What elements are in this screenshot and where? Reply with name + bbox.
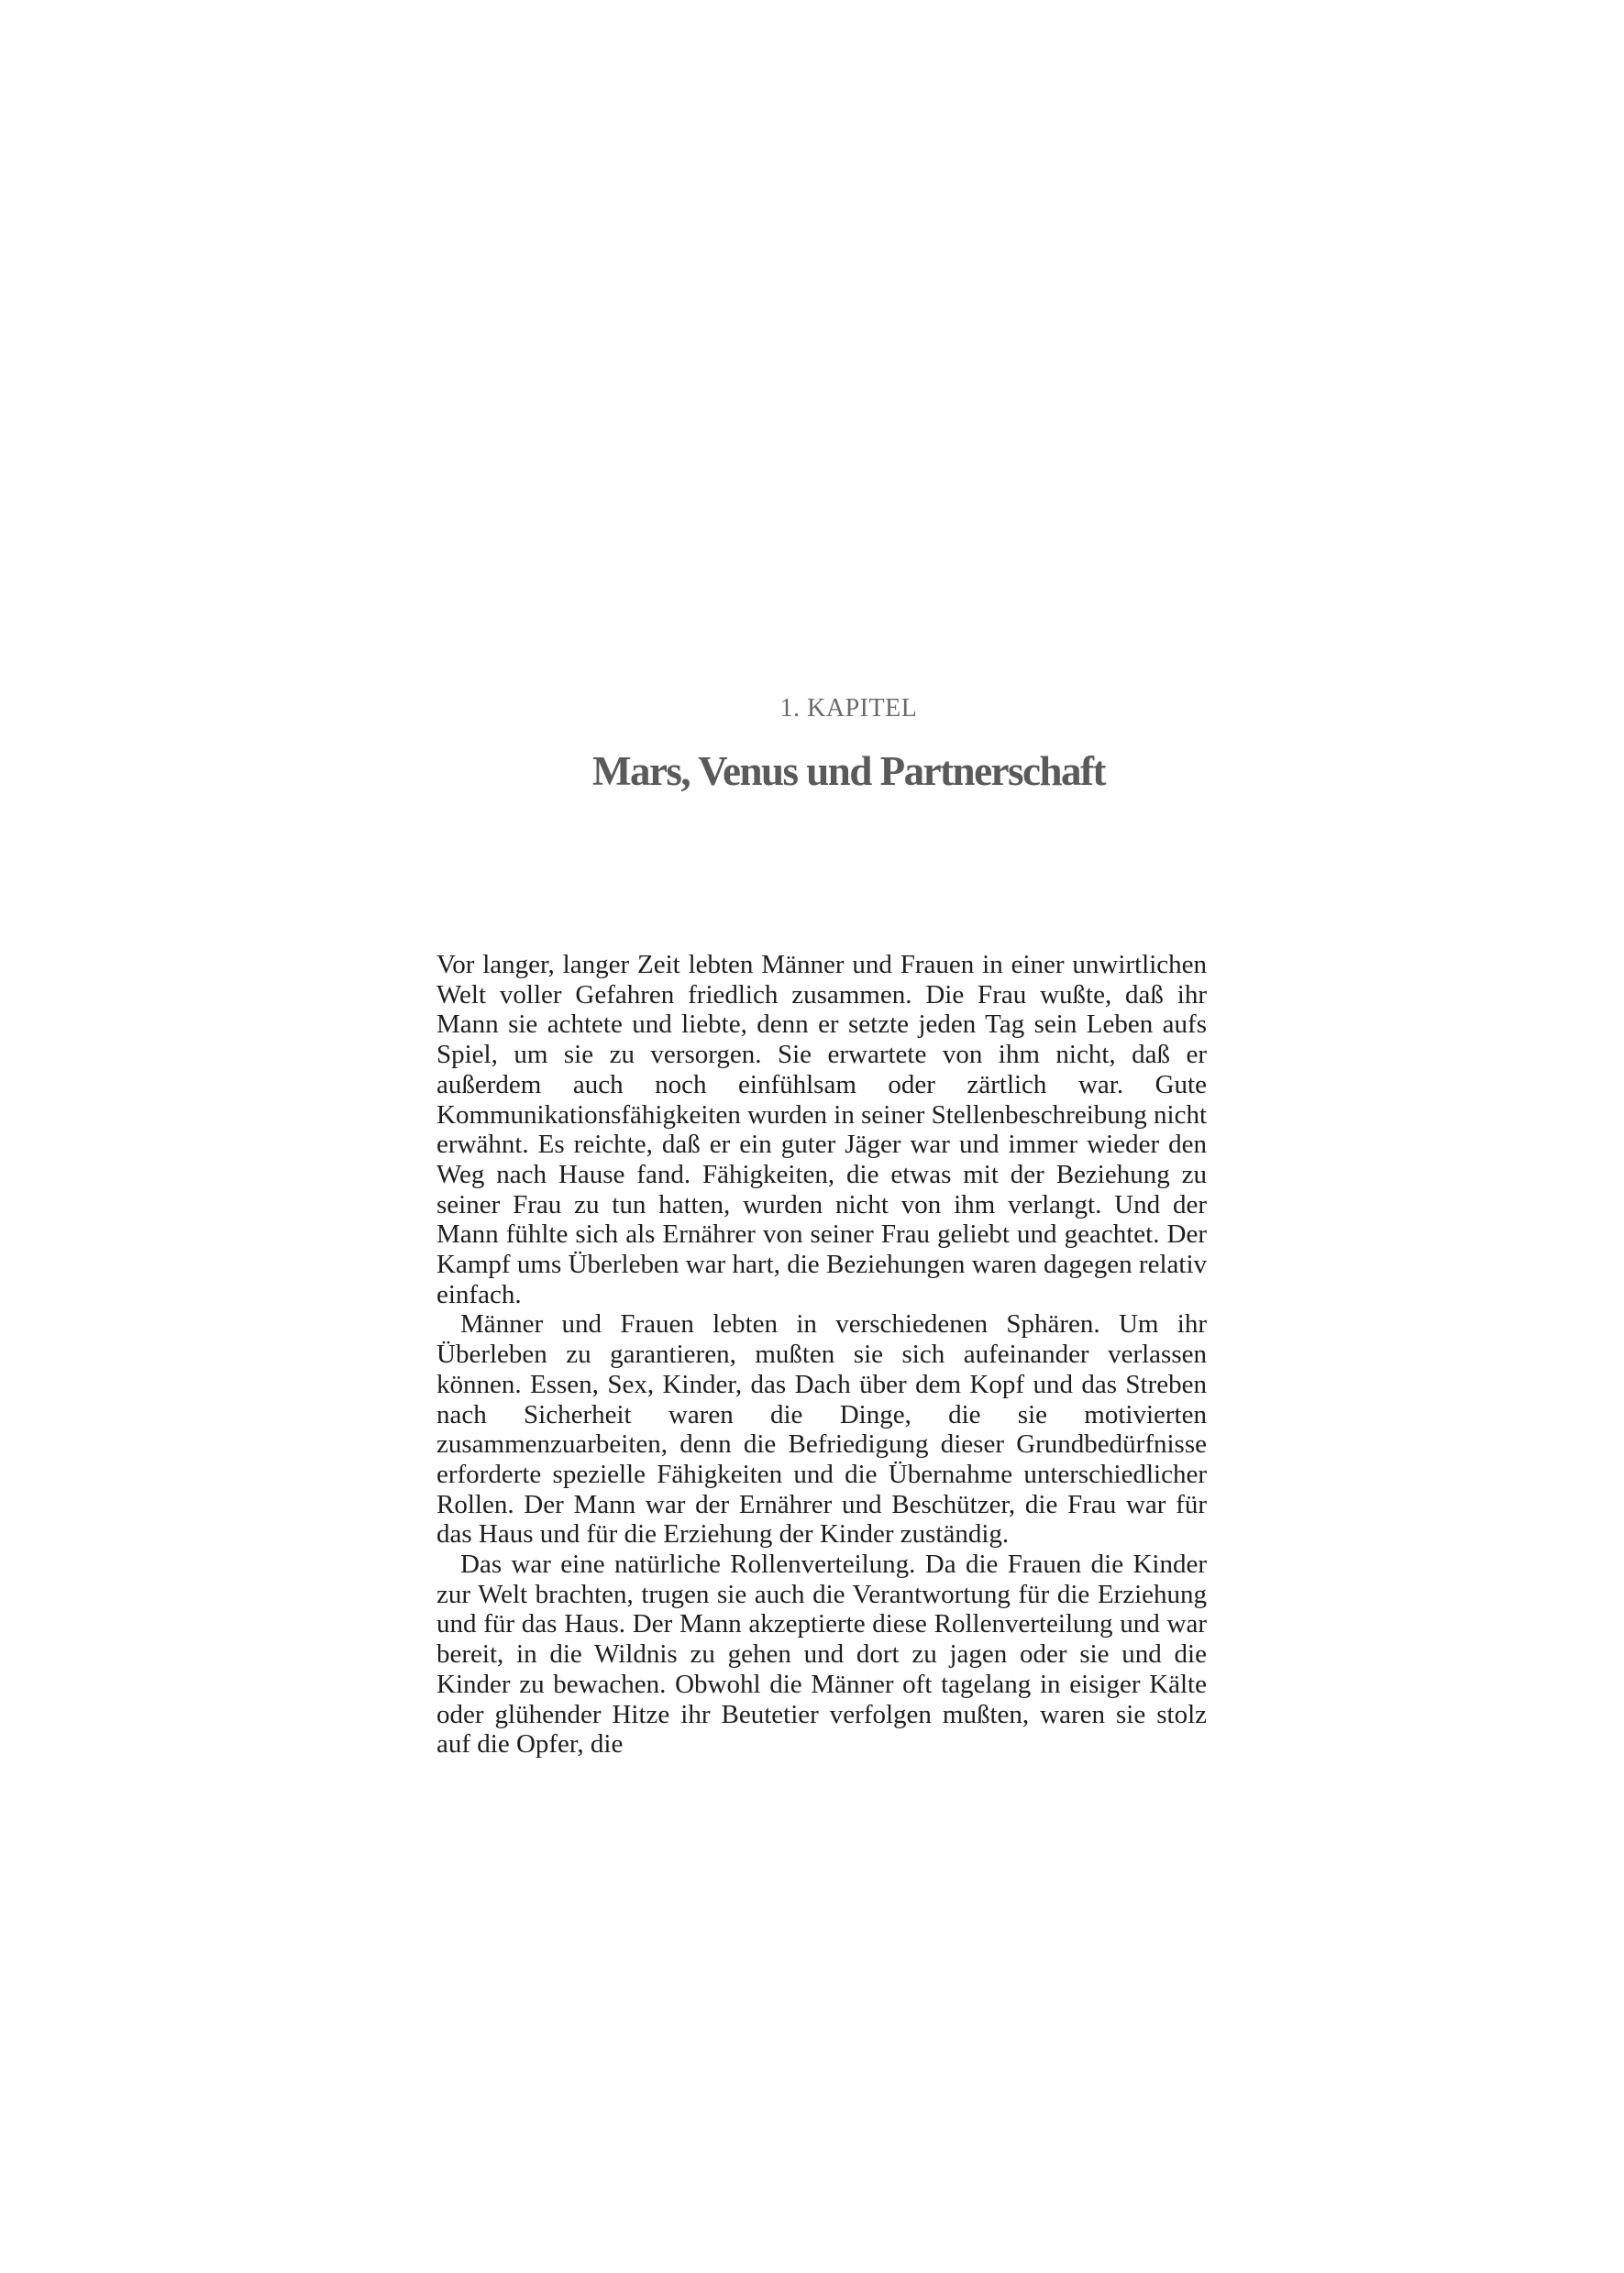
chapter-title: Mars, Venus und Partnerschaft bbox=[591, 748, 1106, 794]
paragraph: Männer und Frauen lebten in verschiedenen Sphären. Um ihr Überleben zu garantieren, mußten sie sich aufeinander verlassen können. Essen, Sex, Kinder, das Dach über dem Kopf und das Streben nach Sicherheit waren die Dinge, die sie motivierten zusammenzuarbeiten, denn die Befriedigung dieser Grundbedürfnisse erforderte spezielle Fähigkeiten und die Übernahme unterschiedlicher Rollen. Der Mann war der Ernährer und Beschützer, die Frau war für das Haus und für die Erziehung der Kinder zuständig. bbox=[436, 1309, 1207, 1550]
paragraph: Das war eine natürliche Rollenverteilung. Da die Frauen die Kinder zur Welt brachten, trugen sie auch die Verantwortung für die Erziehung und für das Haus. Der Mann akzeptierte diese Rollenverteilung und war bereit, in die Wildnis zu gehen und dort zu jagen oder sie und die Kinder zu bewachen. Obwohl die Männer oft tagelang in eisiger Kälte oder glühender Hitze ihr Beutetier verfolgen mußten, waren sie stolz auf die Opfer, die bbox=[436, 1550, 1207, 1760]
paragraph: Vor langer, langer Zeit lebten Männer und Frauen in einer unwirtlichen Welt voller Gefahren friedlich zusammen. Die Frau wußte, daß ihr Mann sie achtete und liebte, denn er setzte jeden Tag sein Leben aufs Spiel, um sie zu versorgen. Sie erwartete von ihm nicht, daß er außerdem auch noch einfühlsam oder zärtlich war. Gute Kommunikationsfähigkeiten wurden in seiner Stellenbeschreibung nicht erwähnt. Es reichte, daß er ein guter Jäger war und immer wieder den Weg nach Hause fand. Fähigkeiten, die etwas mit der Beziehung zu seiner Frau zu tun hatten, wurden nicht von ihm verlangt. Und der Mann fühlte sich als Ernährer von seiner Frau geliebt und geachtet. Der Kampf ums Überleben war hart, die Beziehungen waren dagegen relativ einfach. bbox=[436, 950, 1207, 1309]
chapter-label: 1. KAPITEL bbox=[779, 694, 918, 723]
body-text bbox=[436, 950, 1207, 1760]
